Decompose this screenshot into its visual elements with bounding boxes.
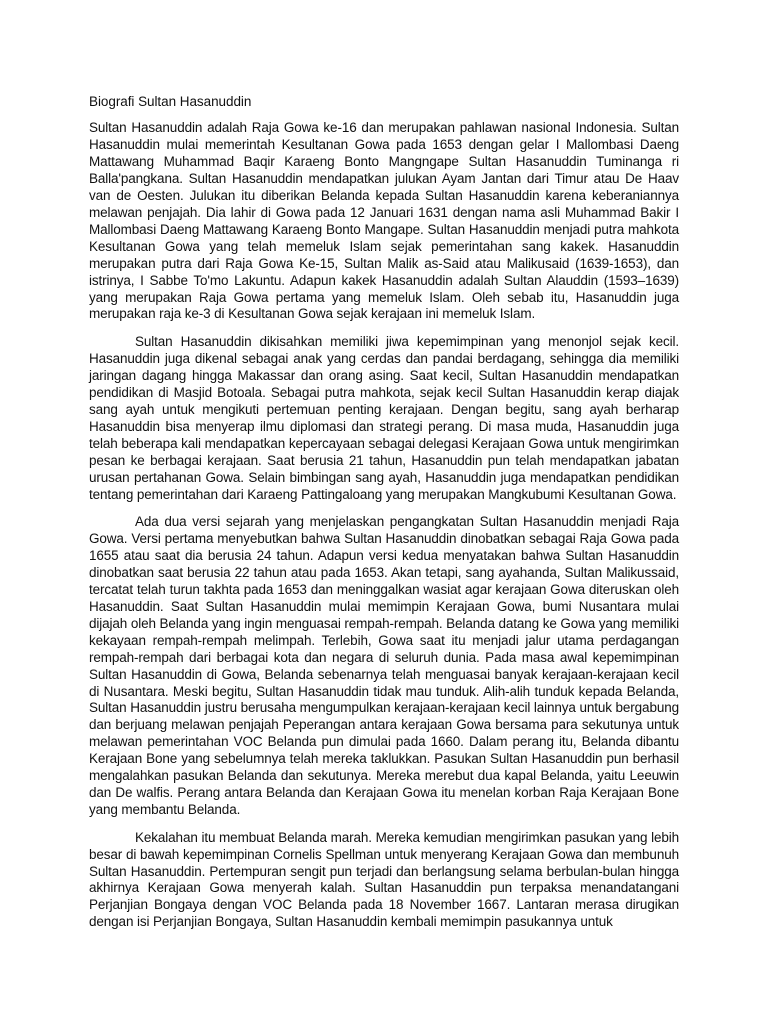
paragraph-1: Sultan Hasanuddin adalah Raja Gowa ke-16 dan merupakan pahlawan nasional Indonesia. Sultan Hasanuddin mulai memerintah Kesultanan Gowa pada 1653 dengan gelar I Mallombasi Daeng Mattawang Muhammad Baqir Karaeng Bonto Mangngape Sultan Hasanuddin Tuminanga ri Balla'pangkana. Sultan Hasanuddin mendapatkan julukan Ayam Jantan dari Timur atau De Haav van de Oesten. Julukan itu diberikan Belanda kepada Sultan Hasanuddin karena keberaniannya melawan penjajah. Dia lahir di Gowa pada 12 Januari 1631 dengan nama asli Muhammad Bakir I Mallombasi Daeng Mattawang Karaeng Bonto Mangape. Sultan Hasanuddin menjadi putra mahkota Kesultanan Gowa yang telah memeluk Islam sejak pemerintahan sang kakek. Hasanuddin merupakan putra dari Raja Gowa Ke-15, Sultan Malik as-Said atau Malikusaid (1639-1653), dan istrinya, I Sabbe To'mo Lakuntu. Adapun kakek Hasanuddin adalah Sultan Alauddin (1593–1639) yang merupakan Raja Gowa pertama yang memeluk Islam. Oleh sebab itu, Hasanuddin juga merupakan raja ke-3 di Kesultanan Gowa sejak kerajaan ini memeluk Islam.	[89, 120, 679, 322]
paragraph-3: Ada dua versi sejarah yang menjelaskan pengangkatan Sultan Hasanuddin menjadi Raja Gowa. Versi pertama menyebutkan bahwa Sultan Hasanuddin dinobatkan sebagai Raja Gowa pada 1655 atau saat dia berusia 24 tahun. Adapun versi kedua menyatakan bahwa Sultan Hasanuddin dinobatkan saat berusia 22 tahun atau pada 1653. Akan tetapi, sang ayahanda, Sultan Malikussaid, tercatat telah turun takhta pada 1653 dan meninggalkan wasiat agar kerajaan Gowa diteruskan oleh Hasanuddin. Saat Sultan Hasanuddin mulai memimpin Kerajaan Gowa, bumi Nusantara mulai dijajah oleh Belanda yang ingin menguasai rempah-rempah. Belanda datang ke Gowa yang memiliki kekayaan rempah-rempah melimpah. Terlebih, Gowa saat itu menjadi jalur utama perdagangan rempah-rempah dari berbagai kota dan negara di seluruh dunia. Pada masa awal kepemimpinan Sultan Hasanuddin di Gowa, Belanda sebenarnya telah menguasai banyak kerajaan-kerajaan kecil di Nusantara. Meski begitu, Sultan Hasanuddin tidak mau tunduk. Alih-alih tunduk kepada Belanda, Sultan Hasanuddin justru berusaha mengumpulkan kerajaan-kerajaan kecil lainnya untuk bergabung dan berjuang melawan penjajah Peperangan antara kerajaan Gowa bersama para sekutunya untuk melawan pemerintahan VOC Belanda pun dimulai pada 1660. Dalam perang itu, Belanda dibantu Kerajaan Bone yang sebelumnya telah mereka taklukkan. Pasukan Sultan Hasanuddin pun berhasil mengalahkan pasukan Belanda dan sekutunya. Mereka merebut dua kapal Belanda, yaitu Leeuwin dan De walfis. Perang antara Belanda dan Kerajaan Gowa itu menelan korban Raja Kerajaan Bone yang membantu Belanda.	[89, 513, 679, 818]
paragraph-4: Kekalahan itu membuat Belanda marah. Mereka kemudian mengirimkan pasukan yang lebih besar di bawah kepemimpinan Cornelis Spellman untuk menyerang Kerajaan Gowa dan membunuh Sultan Hasanuddin. Pertempuran sengit pun terjadi dan berlangsung selama berbulan-bulan hingga akhirnya Kerajaan Gowa menyerah kalah. Sultan Hasanuddin pun terpaksa menandatangani Perjanjian Bongaya dengan VOC Belanda pada 18 November 1667. Lantaran merasa dirugikan dengan isi Perjanjian Bongaya, Sultan Hasanuddin kembali memimpin pasukannya untuk	[89, 829, 679, 930]
document-title: Biografi Sultan Hasanuddin	[89, 94, 252, 109]
paragraph-2: Sultan Hasanuddin dikisahkan memiliki jiwa kepemimpinan yang menonjol sejak kecil. Hasanuddin juga dikenal sebagai anak yang cerdas dan pandai berdagang, sehingga dia memiliki jaringan dagang hingga Makassar dan orang asing. Saat kecil, Sultan Hasanuddin mendapatkan pendidikan di Masjid Botoala. Sebagai putra mahkota, sejak kecil Sultan Hasanuddin kerap diajak sang ayah untuk mengikuti pertemuan penting kerajaan. Dengan begitu, sang ayah berharap Hasanuddin bisa menyerap ilmu diplomasi dan strategi perang. Di masa muda, Hasanuddin juga telah beberapa kali mendapatkan kepercayaan sebagai delegasi Kerajaan Gowa untuk mengirimkan pesan ke berbagai kerajaan. Saat berusia 21 tahun, Hasanuddin pun telah mendapatkan jabatan urusan pertahanan Gowa. Selain bimbingan sang ayah, Hasanuddin juga mendapatkan pendidikan tentang pemerintahan dari Karaeng Pattingaloang yang merupakan Mangkubumi Kesultanan Gowa.	[89, 333, 679, 502]
document-page	[89, 93, 679, 942]
